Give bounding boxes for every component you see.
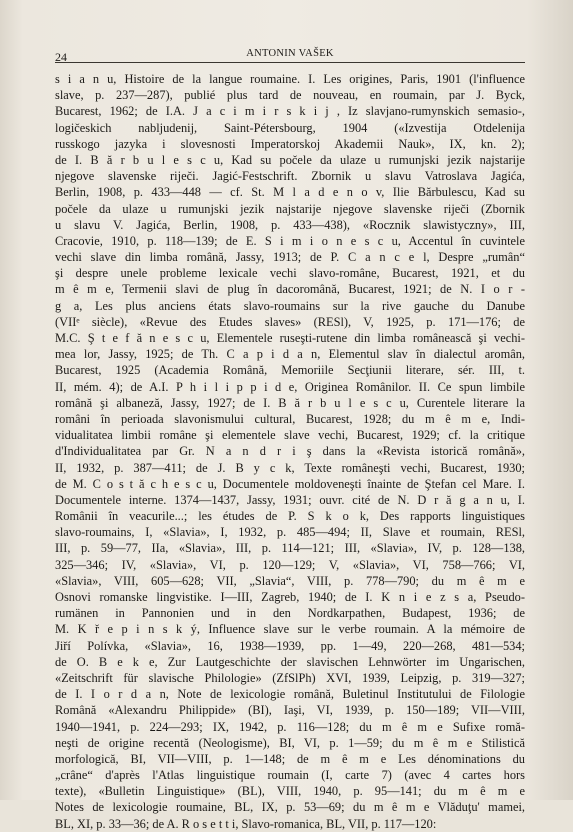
text-line: români în perioada slavonismului cultural, Bucarest, 1928; du m ê m e, Indi-: [55, 411, 525, 426]
text-line: „crâne“ d'après l'Atlas linguistique roumain (I, carte 7) (avec 4 cartes hors: [55, 768, 525, 783]
text-line: g a, Les plus anciens états slavo-roumains sur la rive gauche du Danube: [55, 298, 525, 313]
text-line: s i a n u, Histoire de la langue roumaine. I. Les origines, Paris, 1901 (l'influence: [55, 72, 525, 86]
text-line: Românii în veacurile...; les études de P. S k o k, Des rapports linguistiques: [55, 509, 525, 524]
text-line: Cracovie, 1910, p. 118—139; de E. S i m i o n e s c u, Accentul în cuvintele: [55, 233, 525, 248]
text-line: 325—346; IV, «Slavia», VI, p. 120—129; V, «Slavia», VI, 758—766; VI,: [55, 557, 525, 572]
text-line: texte), «Bulletin Linguistique» (BL), VIII, 1940, p. 95—141; du m ê m e: [55, 784, 525, 799]
text-line: morfologică, BI, VII—VIII, p. 1—148; de m ê m e Les dénominations du: [55, 751, 525, 766]
text-line: počele da ulaze u rumunjski jezik najstarije njegove slavenske riječi (Zbornik: [55, 201, 525, 216]
running-head-author: ANTONIN VAŠEK: [246, 48, 334, 59]
text-line: Documentele interne. 1374—1437, Jassy, 1931; ouvr. cité de N. D r ă g a n u, I.: [55, 492, 525, 507]
text-line: Bucarest, 1962; de I.A. J a c i m i r s k i j , Iz slavjano-rumynskich semasio-,: [55, 104, 525, 119]
text-line: III, p. 59—77, IIa, «Slavia», III, p. 114—121; III, «Slavia», IV, p. 128—138,: [55, 541, 525, 556]
text-line: vidualitatea limbii române şi elementele slave vechi, Bucarest, 1929; cf. la critique: [55, 428, 525, 443]
text-line: II, 1932, p. 387—411; de J. B y c k, Texte româneşti vechi, Bucarest, 1930;: [55, 460, 525, 475]
text-line: «Zeitschrift für slavische Philologie» (ZfSlPh) XVI, 1939, Leipzig, p. 319—327;: [55, 670, 525, 685]
text-line: Bucarest, 1925 (Academia Română, Memoriile Secţiunii literare, sér. III, t.: [55, 363, 525, 378]
text-line: BL, XI, p. 33—36; de A. R o s e t t i, Slavo-romanica, BL, VII, p. 117—120:: [55, 816, 437, 831]
text-line: mea lor, Jassy, 1925; de Th. C a p i d a n, Elementul slav în dialectul aromân,: [55, 347, 525, 362]
text-line: de O. B e k e, Zur Lautgeschichte der slavischen Lehnwörter im Ungarischen,: [55, 654, 525, 669]
text-line: M. K ř e p i n s k ý, Influence slave sur le verbe roumain. A la mémoire de: [55, 622, 525, 637]
text-line: Osnovi romanske lingvistike. I—III, Zagreb, 1940; de I. K n i e z s a, Pseudo-: [55, 590, 525, 604]
text-line: slavo-roumains, I, «Slavia», I, 1932, p. 485—494; II, Slave et roumain, RESl,: [55, 525, 525, 540]
running-header: [55, 40, 525, 63]
page-number: 24: [55, 50, 67, 64]
text-line: Română «Alexandru Philippide» (BI), Iaşi, VI, 1939, p. 150—189; VII—VIII,: [55, 703, 525, 718]
text-line: M.C. Ş t e f ă n e s c u, Elementele ruseşti-rutene din limba românească şi vechi-: [55, 331, 525, 345]
text-line: Berlin, 1908, p. 433—448 — cf. St. M l a d e n o v, Ilie Bărbulescu, Kad su: [55, 185, 525, 200]
text-line: de M. C o s t ă c h e s c u, Documentele moldoveneşti înainte de Ştefan cel Mare. I.: [55, 476, 525, 491]
text-line: de I. I o r d a n, Note de lexicologie română, Buletinul Institutului de Filologie: [55, 687, 525, 702]
text-line: njegove slavenske riječi. Jagić-Festschrift. Zbornik u slavu Vatroslava Jagića,: [55, 169, 525, 184]
text-line: şi despre unele probleme lexicale vechi slavo-române, Bucarest, 1921, et du: [55, 266, 525, 281]
text-line: română şi albaneză, Jassy, 1927; de I. B ă r b u l e s c u, Curentele literare la: [55, 395, 525, 410]
text-line: slave, p. 237—287), publié plus tard de nouveau, en roumain, par J. Byck,: [55, 88, 525, 103]
text-line: (VIIᵉ siècle), «Revue des Etudes slaves» (RESl), V, 1925, p. 171—176; de: [55, 314, 525, 329]
text-line: d'Individualitatea par Gr. N a n d r i ş dans la «Revista istorică română»,: [55, 444, 525, 459]
text-line: u slavu V. Jagića, Berlin, 1908, p. 433—438), «Rocznik slawistyczny», III,: [55, 217, 525, 232]
text-line: de I. B ă r b u l e s c u, Kad su počele da ulaze u rumunjski jezik najstarije: [55, 152, 525, 167]
text-line: neşti de origine recentă (Neologisme), BI, VI, p. 1—59; du m ê m e Stilistică: [55, 735, 525, 750]
text-line: Notes de lexicologie roumaine, BL, IX, p. 53—69; du m ê m e Vlăduţu' mamei,: [55, 800, 525, 815]
text-line: logičeskich nabljudenij, Saint-Pétersbourg, 1904 («Izvestija Otdelenija: [55, 120, 525, 135]
text-line: russkogo jazyka i slovesnosti Imperatorskoj Akademii Nauk», IX, kn. 2);: [55, 136, 525, 151]
body-text: [55, 71, 525, 832]
text-line: Jiří Polívka, «Slavia», 16, 1938—1939, pp. 1—49, 220—268, 481—534;: [55, 638, 525, 653]
text-line: «Slavia», VIII, 605—628; VII, „Slavia“, VIII, p. 778—790; du m ê m e: [55, 573, 525, 588]
text-line: m ê m e, Termenii slavi de plug în dacoromână, Bucarest, 1921; de N. I o r -: [55, 282, 525, 297]
text-line: rumänen in Pannonien und in den Nordkarpathen, Budapest, 1936; de: [55, 606, 525, 621]
text-line: 1940—1941, p. 224—293; IX, 1942, p. 116—128; du m ê m e Sufixe romă-: [55, 719, 525, 734]
text-line: II, mém. 4); de A.I. P h i l i p p i d e, Originea Românilor. II. Ce spun limbile: [55, 379, 525, 394]
text-line: vechi slave din limba română, Jassy, 1913; de P. C a n c e l, Despre „rumân“: [55, 250, 525, 265]
